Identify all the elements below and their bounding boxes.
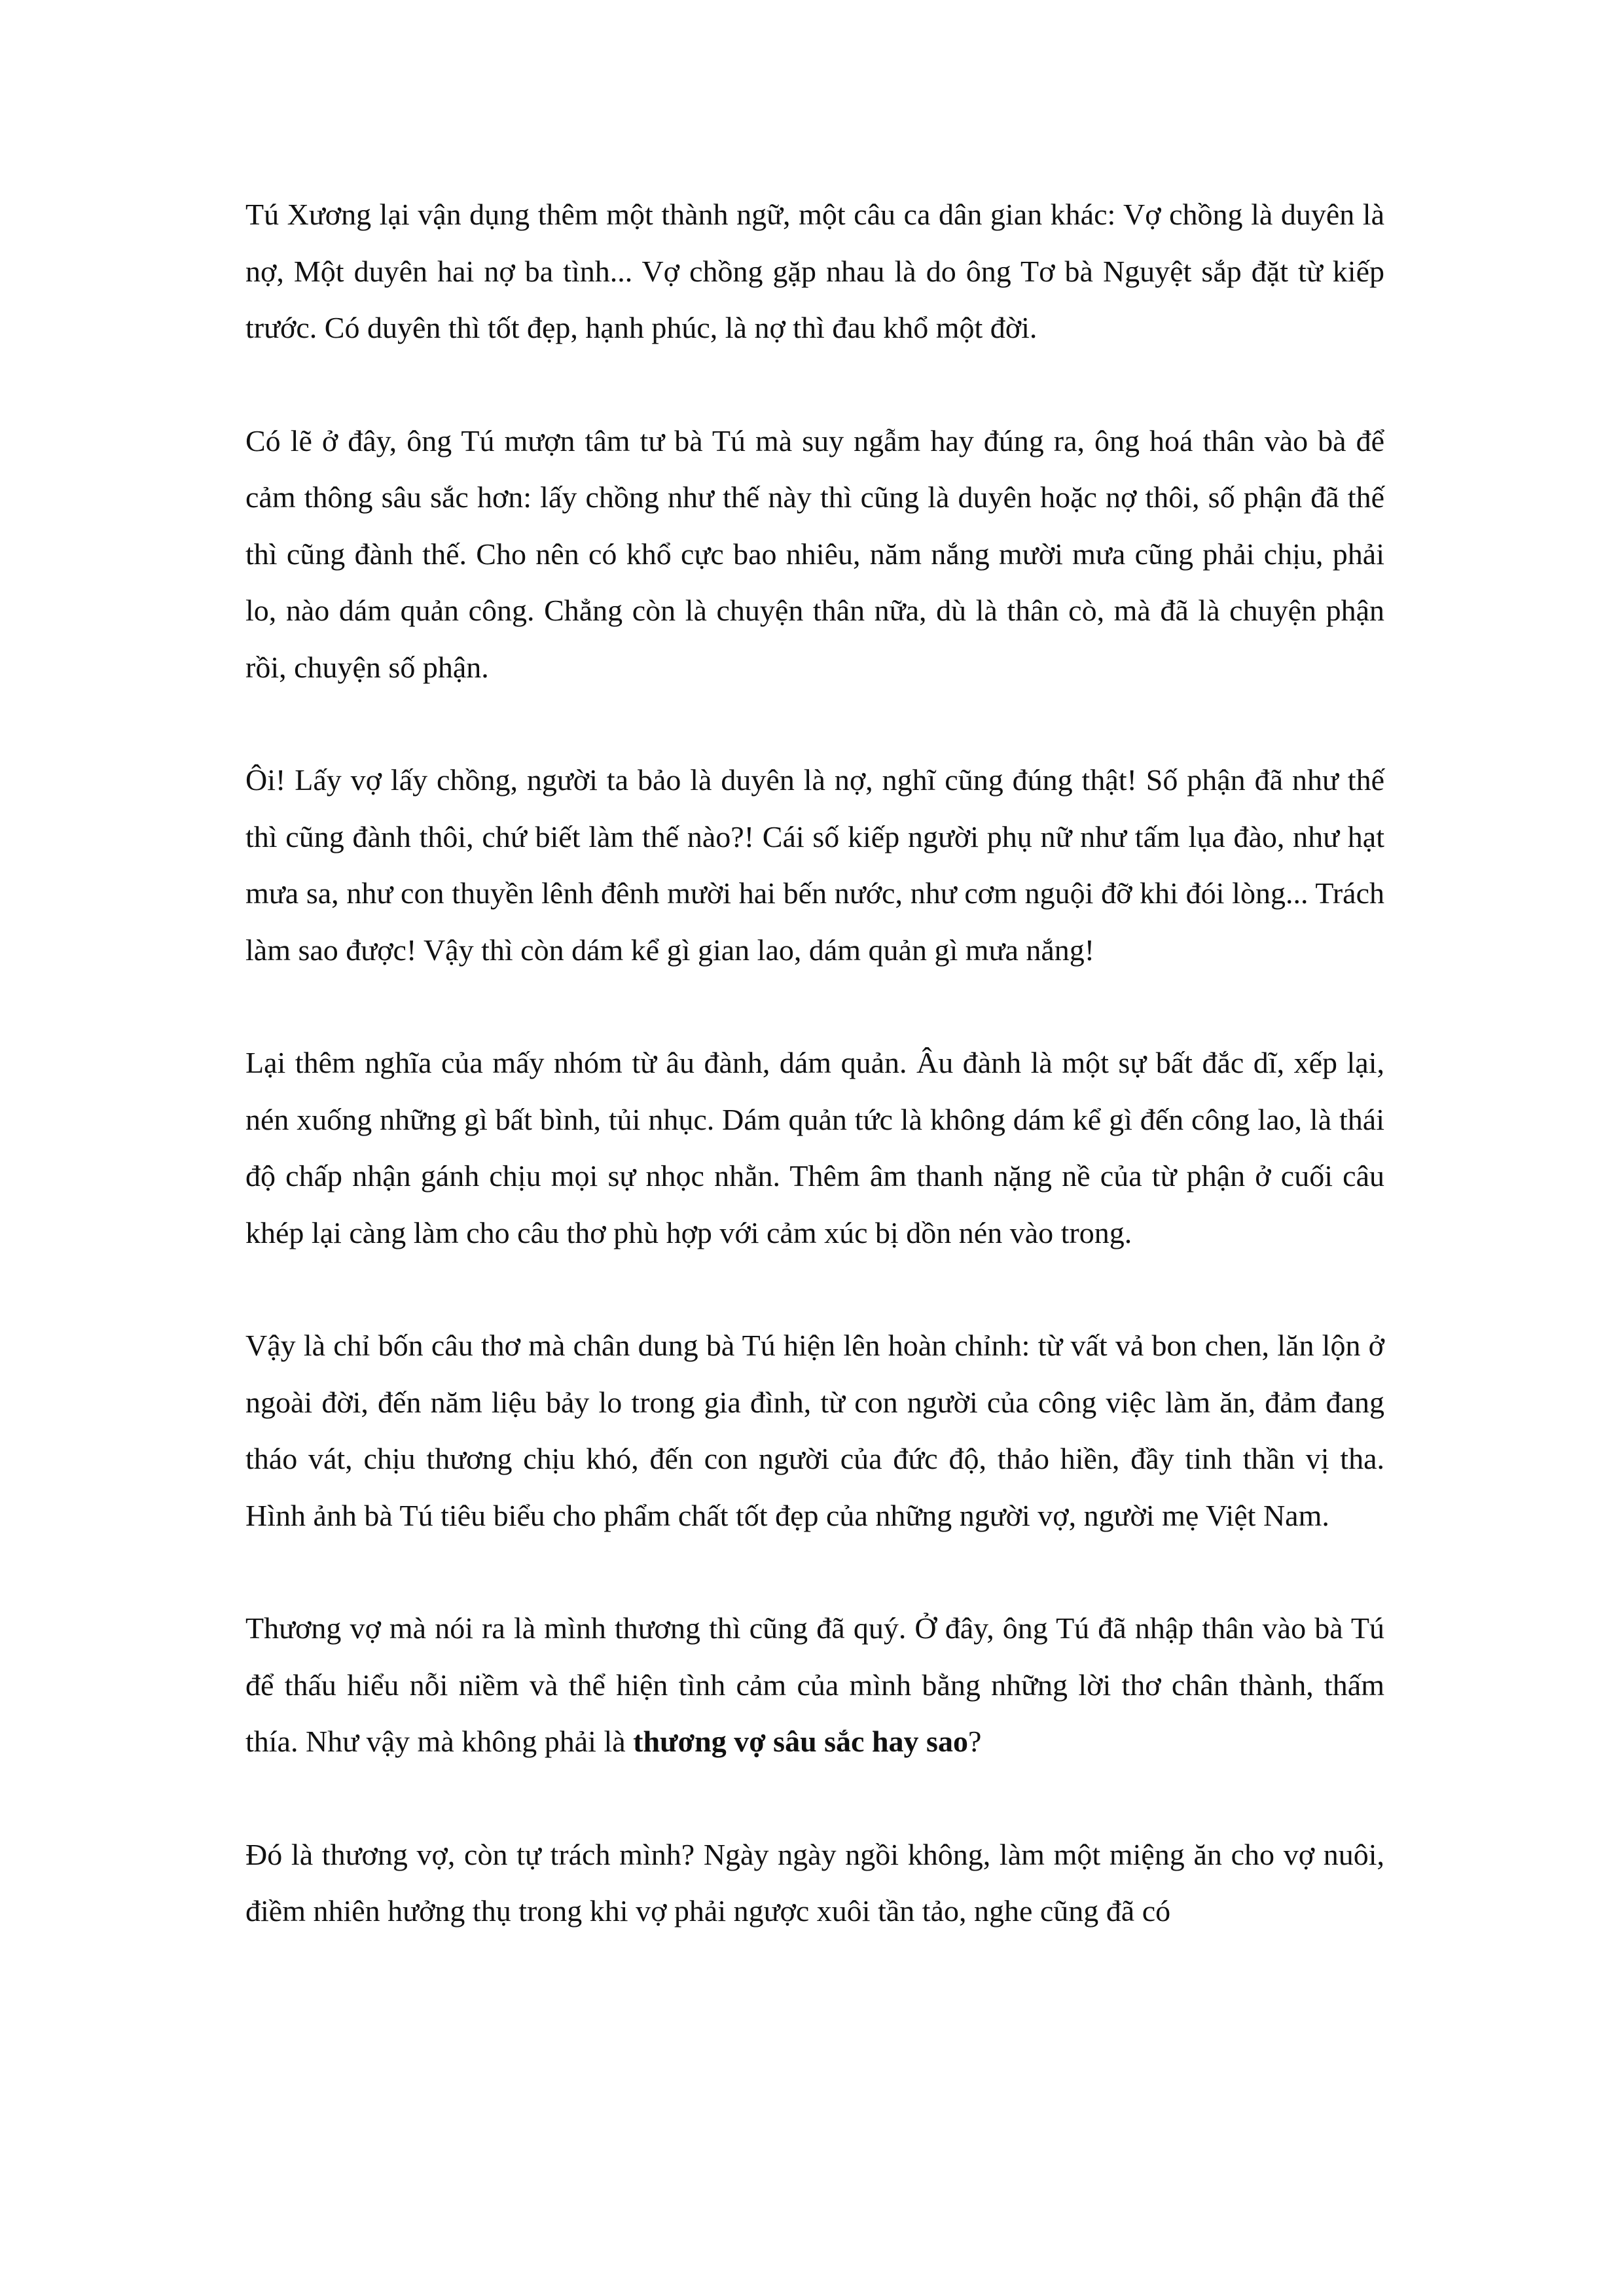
paragraph-3: Ôi! Lấy vợ lấy chồng, người ta bảo là duyên là nợ, nghĩ cũng đúng thật! Số phận đã như thế thì cũng đành thôi, chứ biết làm thế nào?! Cái số kiếp người phụ nữ như tấm lụa đào, như hạt mưa sa, như con thuyền lênh đênh mười hai bến nước, như cơm nguội đỡ khi đói lòng... Trách làm sao được! Vậy thì còn dám kể gì gian lao, dám quản gì mưa nắng!	[245, 763, 1384, 967]
document-body	[245, 187, 1384, 1940]
paragraph-6-bold-phrase: thương vợ sâu sắc hay sao	[633, 1725, 968, 1758]
paragraph-6	[245, 1600, 1384, 1770]
paragraph-2: Có lẽ ở đây, ông Tú mượn tâm tư bà Tú mà suy ngẫm hay đúng ra, ông hoá thân vào bà để cảm thông sâu sắc hơn: lấy chồng như thế này thì cũng là duyên hoặc nợ thôi, số phận đã thế thì cũng đành thế. Cho nên có khổ cực bao nhiêu, năm nắng mười mưa cũng phải chịu, phải lo, nào dám quản công. Chẳng còn là chuyện thân nữa, dù là thân cò, mà đã là chuyện phận rồi, chuyện số phận.	[245, 423, 1384, 684]
paragraph-7: Đó là thương vợ, còn tự trách mình? Ngày ngày ngồi không, làm một miệng ăn cho vợ nuôi, điềm nhiên hưởng thụ trong khi vợ phải ngược xuôi tần tảo, nghe cũng đã có	[245, 1837, 1384, 1928]
paragraph-6-text: Thương vợ mà nói ra là mình thương thì cũng đã quý. Ở đây, ông Tú đã nhập thân vào bà Tú để thấu hiểu nỗi niềm và thể hiện tình cảm của mình bằng những lời thơ chân thành, thấm thía. Như vậy mà không phải là	[245, 1611, 1384, 1758]
paragraph-6-end: ?	[967, 1725, 982, 1758]
paragraph-4: Lại thêm nghĩa của mấy nhóm từ âu đành, dám quản. Âu đành là một sự bất đắc dĩ, xếp lại, nén xuống những gì bất bình, tủi nhục. Dám quản tức là không dám kể gì đến công lao, là thái độ chấp nhận gánh chịu mọi sự nhọc nhằn. Thêm âm thanh nặng nề của từ phận ở cuối câu khép lại càng làm cho câu thơ phù hợp với cảm xúc bị dồn nén vào trong.	[245, 1046, 1384, 1249]
paragraph-1: Tú Xương lại vận dụng thêm một thành ngữ, một câu ca dân gian khác: Vợ chồng là duyên là nợ, Một duyên hai nợ ba tình... Vợ chồng gặp nhau là do ông Tơ bà Nguyệt sắp đặt từ kiếp trước. Có duyên thì tốt đẹp, hạnh phúc, là nợ thì đau khổ một đời.	[245, 198, 1384, 344]
paragraph-5: Vậy là chỉ bốn câu thơ mà chân dung bà Tú hiện lên hoàn chỉnh: từ vất vả bon chen, lăn lộn ở ngoài đời, đến năm liệu bảy lo trong gia đình, từ con người của công việc làm ăn, đảm đang tháo vát, chịu thương chịu khó, đến con người của đức độ, thảo hiền, đầy tinh thần vị tha. Hình ảnh bà Tú tiêu biểu cho phẩm chất tốt đẹp của những người vợ, người mẹ Việt Nam.	[245, 1329, 1384, 1532]
